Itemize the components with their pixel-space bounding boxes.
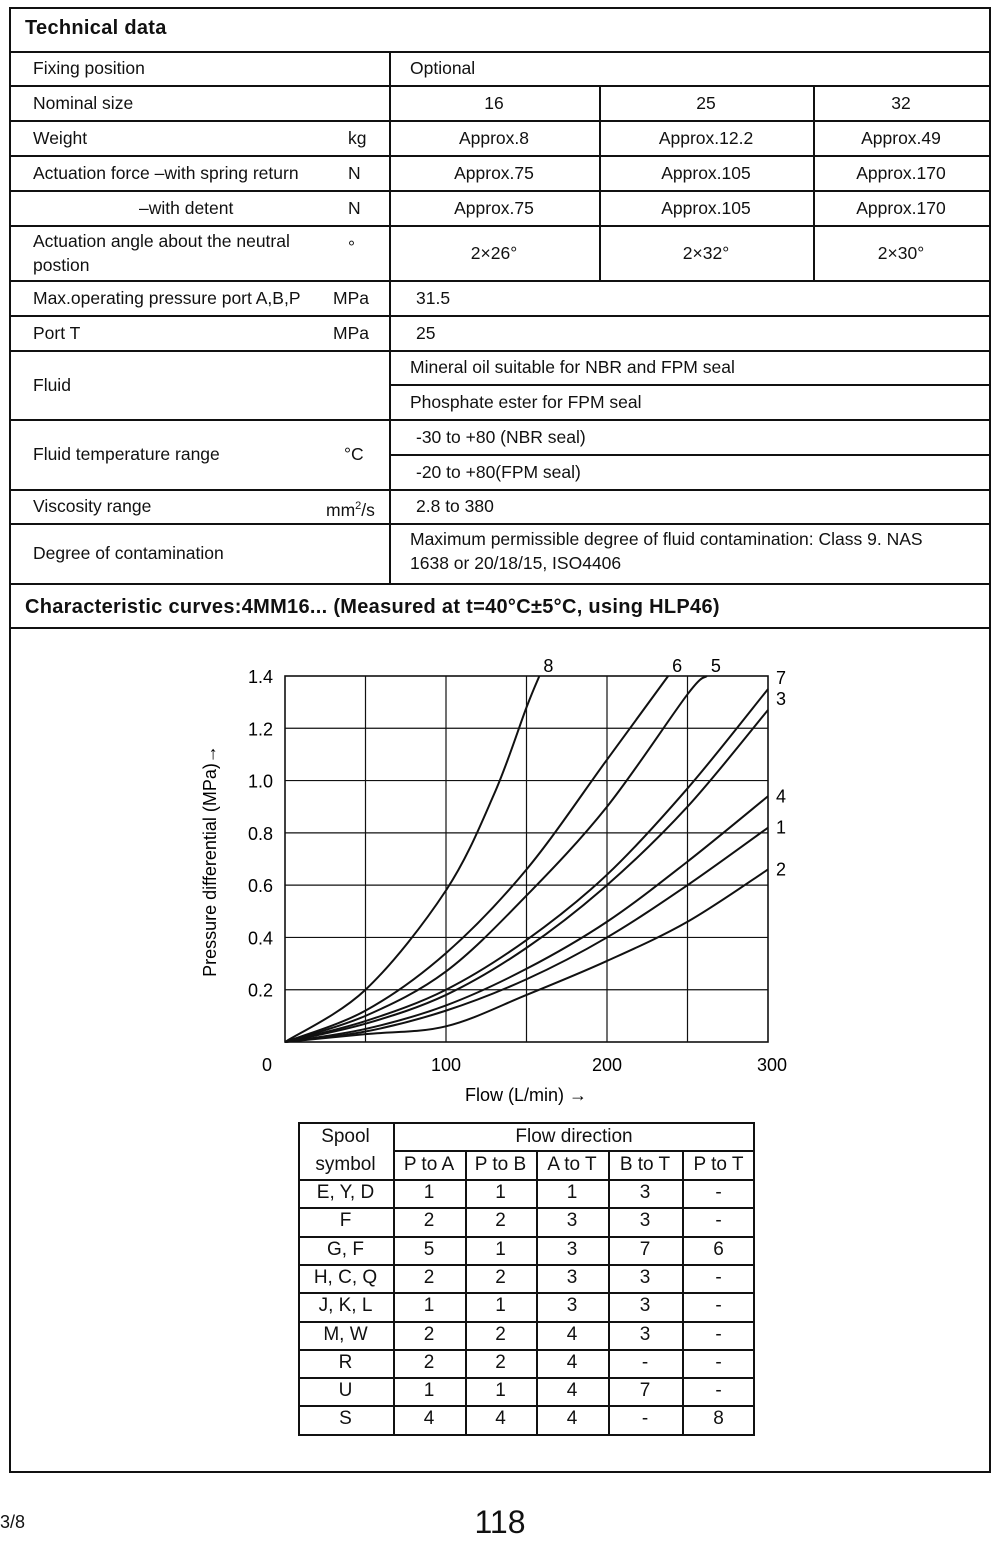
- value-cell: -30 to +80 (NBR seal): [416, 426, 586, 447]
- column-header: B to T: [619, 1154, 671, 1175]
- curve-label-3: 3: [776, 688, 787, 709]
- curve-label-5: 5: [710, 656, 721, 676]
- curve-number-cell: 2: [423, 1351, 435, 1373]
- value-cell: 2×26°: [470, 242, 518, 263]
- row-unit: [333, 286, 369, 310]
- unit-text: N: [348, 197, 361, 218]
- row-label: Nominal size: [33, 92, 134, 113]
- value-cell: Approx.105: [661, 162, 751, 183]
- value-cell: -20 to +80(FPM seal): [416, 461, 581, 482]
- spool-symbol: H, C, Q: [313, 1266, 378, 1288]
- value-cell: 32: [891, 92, 911, 113]
- curve-number-cell: 2: [495, 1323, 506, 1345]
- row-unit: [348, 196, 361, 220]
- value-cell: Phosphate ester for FPM seal: [410, 391, 642, 412]
- table-line: [389, 384, 989, 386]
- unit-text: N: [348, 162, 361, 183]
- unit-superscript: 2: [355, 500, 362, 512]
- column-header: P to B: [474, 1154, 527, 1175]
- curve-number-cell: 3: [566, 1295, 578, 1317]
- row-label: Degree of contamination: [33, 543, 224, 563]
- curve-number-cell: -: [715, 1323, 722, 1345]
- page-footer-left: 3/8: [0, 1512, 26, 1532]
- curve-5: [285, 676, 707, 1042]
- curve-label-1: 1: [776, 817, 787, 838]
- curve-number-cell: 4: [566, 1380, 578, 1402]
- curve-number-cell: 1: [423, 1182, 435, 1203]
- curve-number-cell: 3: [639, 1295, 651, 1317]
- column-header: A to T: [547, 1154, 597, 1175]
- curve-number-cell: 2: [423, 1266, 435, 1288]
- curve-number-cell: 4: [566, 1408, 578, 1430]
- curve-number-cell: 2: [495, 1266, 506, 1288]
- value-cell: Optional: [410, 58, 476, 78]
- curve-number-cell: 3: [639, 1210, 651, 1232]
- table-line: [11, 225, 989, 227]
- curve-label-2: 2: [776, 859, 787, 880]
- row-unit: [348, 161, 361, 185]
- curve-number-cell: 7: [639, 1238, 651, 1260]
- curve-8: [285, 676, 539, 1042]
- row-label: Viscosity range: [33, 496, 152, 516]
- curve-number-cell: 1: [495, 1295, 506, 1317]
- table-line: [11, 315, 989, 317]
- flow-direction-header: Flow direction: [515, 1126, 633, 1147]
- table-line: [11, 120, 989, 122]
- y-axis-label: Pressure differential (MPa)→: [200, 745, 220, 977]
- technical-data-title: Technical data: [25, 17, 167, 39]
- row-unit: [344, 442, 364, 466]
- unit-text: kg: [348, 127, 367, 148]
- y-tick-label: 1.4: [247, 667, 273, 687]
- curve-number-cell: 1: [423, 1380, 435, 1402]
- row-label: Port T: [33, 322, 81, 343]
- curve-number-cell: 5: [423, 1238, 435, 1260]
- x-tick-label: 0: [261, 1055, 273, 1075]
- curve-number-cell: -: [715, 1210, 722, 1232]
- row-label: Fluid: [33, 374, 71, 395]
- curve-number-cell: 2: [495, 1351, 506, 1373]
- value-cell: Approx.170: [856, 162, 946, 183]
- curve-number-cell: 1: [495, 1182, 506, 1203]
- curve-number-cell: -: [715, 1295, 722, 1317]
- curve-number-cell: -: [715, 1266, 722, 1288]
- x-tick-label: 100: [430, 1055, 462, 1075]
- unit-text: MPa: [333, 287, 369, 308]
- unit-text: °C: [344, 444, 364, 464]
- row-label: Actuation angle about the neutral: [33, 231, 290, 251]
- spool-symbol: R: [338, 1351, 353, 1373]
- value-cell: Approx.12.2: [658, 127, 754, 148]
- y-tick-label: 0.8: [247, 823, 273, 844]
- spool-header: symbol: [315, 1154, 376, 1175]
- row-label: Fixing position: [33, 58, 145, 78]
- curve-number-cell: 1: [566, 1182, 578, 1203]
- unit-text: mm: [326, 499, 356, 520]
- row-label: –with detent: [139, 197, 234, 218]
- spool-symbol: F: [339, 1210, 352, 1232]
- row-unit: [348, 126, 366, 150]
- table-line: [11, 583, 989, 585]
- table-line: [11, 280, 989, 282]
- row-unit: [348, 235, 355, 259]
- curves-title: Characteristic curves:4MM16... (Measured at t=40°C±5°C, using HLP46): [25, 596, 720, 618]
- value-cell: Mineral oil suitable for NBR and FPM seal: [410, 357, 735, 378]
- y-tick-label: 1.0: [247, 771, 273, 792]
- row-label: postion: [33, 255, 90, 275]
- spool-symbol: J, K, L: [318, 1295, 373, 1317]
- table-line: [11, 489, 989, 491]
- y-tick-label: 0.4: [247, 928, 273, 949]
- spool-symbol: G, F: [327, 1238, 364, 1260]
- table-line: [11, 190, 989, 192]
- curve-number-cell: 1: [495, 1380, 506, 1402]
- row-unit: [333, 321, 369, 345]
- table-line: [11, 350, 989, 352]
- curve-label-4: 4: [776, 786, 787, 807]
- value-cell: 1638 or 20/18/15, ISO4406: [410, 553, 622, 573]
- curve-label-8: 8: [543, 656, 554, 676]
- curve-number-cell: 3: [566, 1238, 578, 1260]
- value-cell: 2×32°: [682, 242, 730, 263]
- row-label: Weight: [33, 127, 88, 148]
- value-cell: 2×30°: [877, 242, 925, 263]
- characteristic-curves-chart: [11, 631, 989, 1121]
- curve-number-cell: -: [641, 1351, 649, 1373]
- column-header: P to A: [403, 1154, 455, 1175]
- page-frame: [9, 7, 991, 1473]
- x-axis-label: Flow (L/min) →: [464, 1085, 588, 1105]
- table-line: [11, 51, 989, 53]
- curve-number-cell: 4: [423, 1408, 435, 1430]
- curve-label-6: 6: [672, 656, 683, 676]
- spool-symbol: E, Y, D: [316, 1182, 375, 1203]
- curve-number-cell: 2: [495, 1210, 506, 1232]
- x-tick-label: 300: [756, 1055, 788, 1075]
- unit-suffix: /s: [361, 499, 375, 520]
- value-cell: Approx.8: [458, 127, 530, 148]
- table-line: [11, 523, 989, 525]
- row-label: Max.operating pressure port A,B,P: [33, 287, 301, 308]
- curve-number-cell: 4: [566, 1323, 578, 1345]
- row-label: Fluid temperature range: [33, 444, 220, 464]
- curve-number-cell: -: [715, 1182, 722, 1203]
- spool-table: [298, 1122, 755, 1436]
- curve-label-7: 7: [776, 668, 787, 688]
- curve-6: [285, 676, 668, 1042]
- value-cell: Approx.49: [861, 127, 941, 148]
- spool-symbol: M, W: [323, 1323, 368, 1345]
- value-cell: 31.5: [416, 287, 451, 308]
- curve-number-cell: -: [715, 1380, 722, 1402]
- value-cell: Approx.75: [454, 197, 534, 218]
- curve-number-cell: 1: [423, 1295, 435, 1317]
- curve-number-cell: 3: [566, 1210, 578, 1232]
- value-cell: Maximum permissible degree of fluid contamination: Class 9. NAS: [410, 529, 923, 549]
- curve-number-cell: 3: [639, 1323, 651, 1345]
- page-number: 118: [474, 1504, 526, 1540]
- column-header: P to T: [693, 1154, 744, 1175]
- curve-number-cell: 3: [639, 1182, 651, 1203]
- value-cell: 25: [416, 322, 436, 343]
- curve-number-cell: 1: [495, 1238, 506, 1260]
- curve-number-cell: 6: [713, 1238, 724, 1260]
- value-cell: Approx.170: [856, 197, 946, 218]
- row-label: Actuation force –with spring return: [33, 162, 299, 183]
- unit-text: °: [348, 236, 355, 257]
- curve-number-cell: 3: [639, 1266, 651, 1288]
- table-line: [11, 85, 989, 87]
- x-tick-label: 200: [591, 1055, 623, 1075]
- spool-header: Spool: [321, 1126, 370, 1147]
- value-cell: 16: [484, 92, 504, 113]
- curve-number-cell: 2: [423, 1210, 435, 1232]
- curve-number-cell: 3: [566, 1266, 578, 1288]
- curve-number-cell: -: [715, 1351, 722, 1373]
- value-cell: Approx.105: [661, 197, 751, 218]
- table-line: [11, 155, 989, 157]
- curve-number-cell: -: [641, 1408, 649, 1430]
- unit-text: MPa: [333, 322, 369, 343]
- curve-number-cell: 4: [495, 1408, 506, 1430]
- spool-symbol: S: [339, 1408, 352, 1430]
- value-cell: 2.8 to 380: [416, 496, 494, 516]
- table-line: [389, 454, 989, 456]
- y-tick-label: 0.2: [247, 980, 273, 1001]
- row-unit: [326, 494, 375, 522]
- curve-number-cell: 8: [713, 1408, 724, 1430]
- curve-number-cell: 7: [639, 1380, 651, 1402]
- y-tick-label: 0.6: [247, 876, 273, 897]
- divider: [11, 627, 989, 629]
- curve-number-cell: 2: [423, 1323, 435, 1345]
- curve-number-cell: 4: [566, 1351, 578, 1373]
- y-tick-label: 1.2: [247, 719, 273, 740]
- value-cell: Approx.75: [454, 162, 534, 183]
- table-line: [11, 419, 989, 421]
- value-cell: 25: [696, 92, 716, 113]
- spool-symbol: U: [338, 1380, 353, 1402]
